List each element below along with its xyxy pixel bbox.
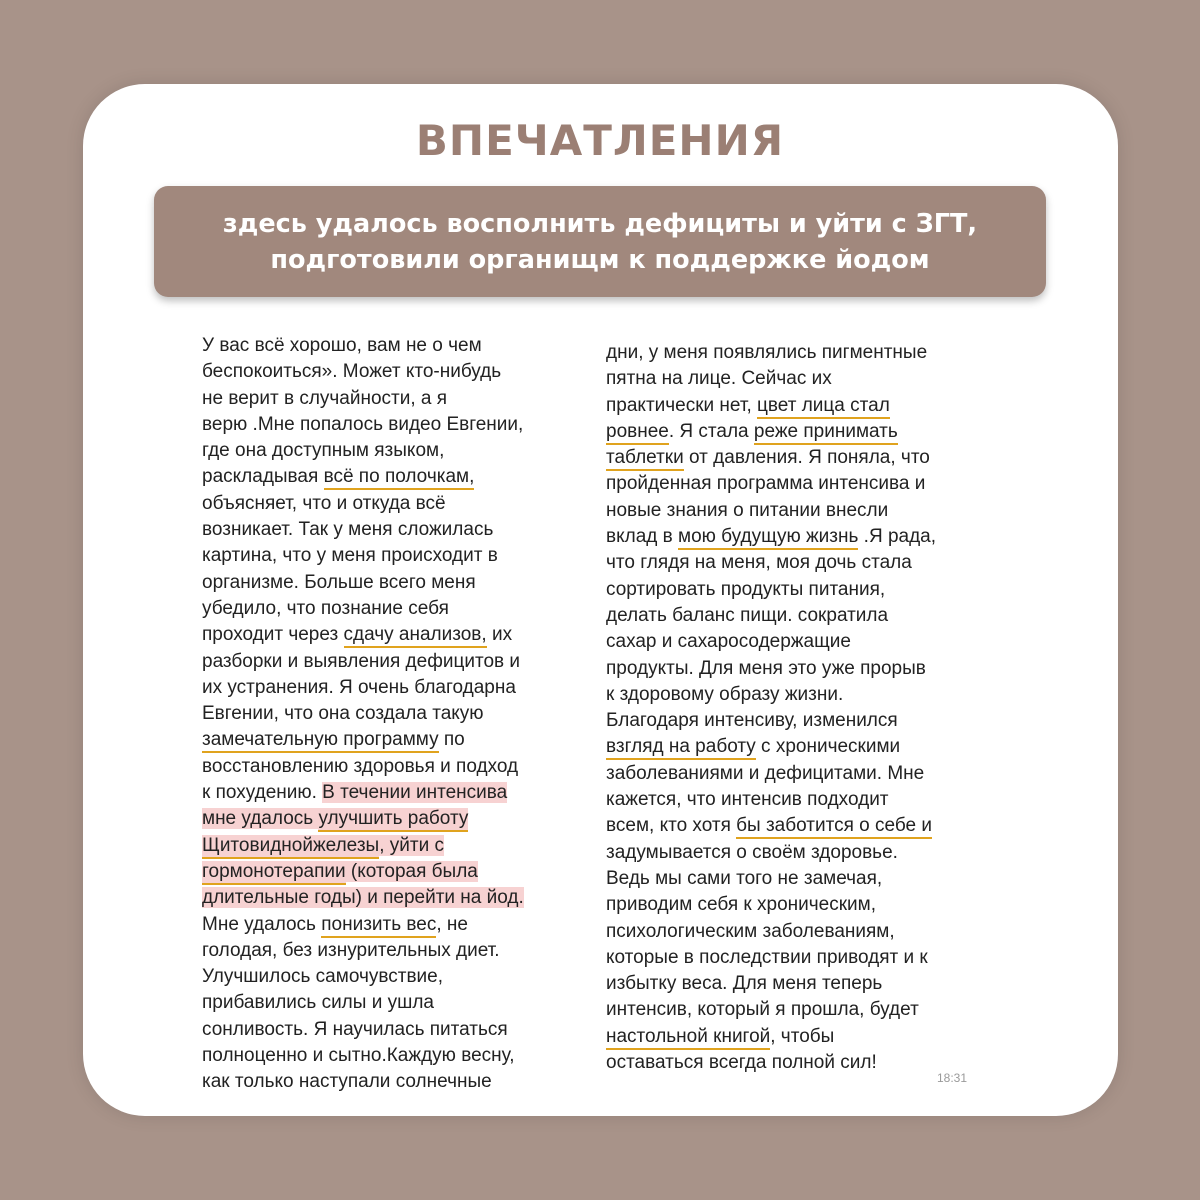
text-line xyxy=(202,938,524,964)
text-segment: избытку веса. Для меня теперь xyxy=(606,973,883,995)
underlined-phrase: понизить вес xyxy=(321,914,436,938)
message-left-column xyxy=(202,333,524,1096)
text-line xyxy=(202,1017,524,1043)
text-line xyxy=(202,675,524,701)
text-line xyxy=(202,754,524,780)
underlined-phrase: настольной книгой xyxy=(606,1026,770,1050)
text-segment: как только наступали солнечные xyxy=(202,1071,492,1093)
underlined-phrase: улучшить работу xyxy=(318,808,468,832)
text-line xyxy=(606,524,936,550)
text-line xyxy=(606,419,936,445)
text-segment: восстановлению здоровья и подход xyxy=(202,755,519,777)
text-segment: сахар и сахаросодержащие xyxy=(606,631,851,653)
text-segment: продукты. Для меня это уже прорыв xyxy=(606,657,926,679)
text-line xyxy=(202,570,524,596)
highlighted-text: , уйти с xyxy=(379,834,444,856)
text-line xyxy=(202,727,524,753)
highlighted-text: длительные годы) и перейти на йод. xyxy=(202,887,524,909)
text-segment: их xyxy=(486,624,513,646)
text-line xyxy=(606,1024,936,1050)
text-line xyxy=(606,734,936,760)
text-line xyxy=(202,438,524,464)
text-segment: которые в последствии приводят и к xyxy=(606,946,928,968)
underlined-phrase: гормонотерапии xyxy=(202,861,346,885)
text-segment: беспокоиться». Может кто-нибудь xyxy=(202,361,502,383)
text-line xyxy=(606,498,936,524)
text-segment: организме. Больше всего меня xyxy=(202,571,476,593)
text-segment: к здоровому образу жизни. xyxy=(606,683,844,705)
message-right-column xyxy=(606,340,936,1076)
text-segment: раскладывая xyxy=(202,466,324,488)
underlined-phrase: ровнее xyxy=(606,421,669,445)
text-segment: от давления. Я поняла, что xyxy=(683,447,930,469)
text-segment: пятна на лице. Сейчас их xyxy=(606,368,832,390)
text-line xyxy=(606,840,936,866)
text-line xyxy=(606,445,936,471)
text-line xyxy=(202,622,524,648)
underlined-phrase: бы заботится о себе и xyxy=(736,815,932,839)
text-line xyxy=(202,412,524,438)
underlined-phrase: мою будущую жизнь xyxy=(678,526,858,550)
text-segment: убедило, что познание себя xyxy=(202,597,449,619)
text-line xyxy=(202,543,524,569)
text-segment: по xyxy=(438,729,465,751)
text-line xyxy=(202,964,524,990)
text-segment: , чтобы xyxy=(770,1025,835,1047)
text-line xyxy=(606,945,936,971)
text-line xyxy=(606,629,936,655)
text-segment: к похудению. xyxy=(202,782,323,804)
text-line xyxy=(606,682,936,708)
underlined-phrase: всё по полочкам, xyxy=(324,466,475,490)
text-segment: Ведь мы сами того не замечая, xyxy=(606,867,883,889)
text-segment: верю .Мне попалось видео Евгении, xyxy=(202,413,524,435)
text-segment: Мне удалось xyxy=(202,913,322,935)
text-segment: сонливость. Я научилась питаться xyxy=(202,1018,508,1040)
text-segment: . Я стала xyxy=(668,420,754,442)
text-line xyxy=(202,464,524,490)
text-line xyxy=(606,971,936,997)
text-segment: возникает. Так у меня сложилась xyxy=(202,519,494,541)
text-line xyxy=(606,577,936,603)
text-line xyxy=(202,517,524,543)
text-line xyxy=(606,656,936,682)
page-title: ВПЕЧАТЛЕНИЯ xyxy=(415,116,785,165)
subtitle-line-2: подготовили органищм к поддержке йодом xyxy=(270,244,930,275)
text-line xyxy=(202,596,524,622)
text-segment: новые знания о питании внесли xyxy=(606,499,889,521)
underlined-phrase: замечательную программу xyxy=(202,729,439,753)
text-segment: У вас всё хорошо, вам не о чем xyxy=(202,335,482,356)
text-segment: делать баланс пищи. сократила xyxy=(606,604,889,626)
text-line xyxy=(606,340,936,366)
text-line xyxy=(606,708,936,734)
text-segment: задумывается о своём здоровье. xyxy=(606,841,898,863)
text-line xyxy=(606,393,936,419)
text-segment: Улучшилось самочувствие, xyxy=(202,966,443,988)
text-line xyxy=(606,787,936,813)
text-segment: полноценно и сытно.Каждую весну, xyxy=(202,1045,515,1067)
highlighted-text: мне удалось xyxy=(202,808,319,830)
text-segment: что глядя на меня, моя дочь стала xyxy=(606,552,912,574)
text-segment: практически нет, xyxy=(606,394,758,416)
text-line xyxy=(202,780,524,806)
text-line xyxy=(202,806,524,832)
text-line xyxy=(606,603,936,629)
text-line xyxy=(202,912,524,938)
text-segment: не верит в случайности, а я xyxy=(202,387,448,409)
text-segment: заболеваниями и дефицитами. Мне xyxy=(606,762,925,784)
text-segment: картина, что у меня происходит в xyxy=(202,545,498,567)
text-line xyxy=(202,359,524,385)
underlined-phrase: сдачу анализов, xyxy=(344,624,487,648)
text-line xyxy=(202,386,524,412)
text-line xyxy=(606,471,936,497)
text-segment: проходит через xyxy=(202,624,344,646)
subtitle-line-1: здесь удалось восполнить дефициты и уйти с ЗГТ, xyxy=(222,208,978,239)
text-segment: дни, у меня появлялись пигментные xyxy=(606,342,928,363)
text-segment: психологическим заболеваниям, xyxy=(606,920,895,942)
underlined-phrase: реже принимать xyxy=(754,421,898,445)
text-line xyxy=(606,366,936,392)
text-line xyxy=(202,833,524,859)
text-segment: вклад в xyxy=(606,526,679,548)
text-segment: пройденная программа интенсива и xyxy=(606,473,926,495)
text-line xyxy=(606,550,936,576)
text-segment: .Я рада, xyxy=(858,526,937,548)
highlighted-text: (которая была xyxy=(345,860,478,882)
text-segment: объясняет, что и откуда всё xyxy=(202,492,446,514)
text-line xyxy=(606,997,936,1023)
text-segment: оставаться всегда полной сил! xyxy=(606,1052,877,1074)
underlined-phrase: взгляд на работу xyxy=(606,736,756,760)
text-line xyxy=(606,761,936,787)
message-timestamp: 18:31 xyxy=(937,1071,968,1085)
underlined-phrase: Щитовиднойжелезы xyxy=(202,835,379,859)
text-segment: с хроническими xyxy=(755,736,901,758)
text-line xyxy=(202,1069,524,1095)
text-line xyxy=(606,892,936,918)
text-segment: где она доступным языком, xyxy=(202,440,445,462)
text-segment: интенсив, который я прошла, будет xyxy=(606,999,919,1021)
highlighted-text: В течении интенсива xyxy=(322,782,508,804)
text-line xyxy=(202,701,524,727)
text-segment: сортировать продукты питания, xyxy=(606,578,886,600)
text-line xyxy=(202,491,524,517)
text-line xyxy=(606,1050,936,1076)
text-segment: Евгении, что она создала такую xyxy=(202,703,484,725)
text-segment: их устранения. Я очень благодарна xyxy=(202,676,516,698)
text-line xyxy=(202,649,524,675)
text-line xyxy=(202,990,524,1016)
text-segment: , не xyxy=(436,913,468,935)
text-segment: прибавились силы и ушла xyxy=(202,992,434,1014)
text-segment: Благодаря интенсиву, изменился xyxy=(606,710,898,732)
text-line xyxy=(202,1043,524,1069)
underlined-phrase: цвет лица стал xyxy=(757,395,890,419)
text-segment: разборки и выявления дефицитов и xyxy=(202,650,520,672)
text-line xyxy=(606,813,936,839)
subtitle-banner xyxy=(154,186,1046,297)
text-segment: кажется, что интенсив подходит xyxy=(606,789,889,811)
text-segment: всем, кто хотя xyxy=(606,815,737,837)
text-line xyxy=(606,919,936,945)
underlined-phrase: таблетки xyxy=(606,447,684,471)
text-segment: голодая, без изнурительных диет. xyxy=(202,939,500,961)
text-line xyxy=(202,885,524,911)
text-line xyxy=(202,333,524,359)
text-segment: приводим себя к хроническим, xyxy=(606,894,876,916)
text-line xyxy=(606,866,936,892)
text-line xyxy=(202,859,524,885)
